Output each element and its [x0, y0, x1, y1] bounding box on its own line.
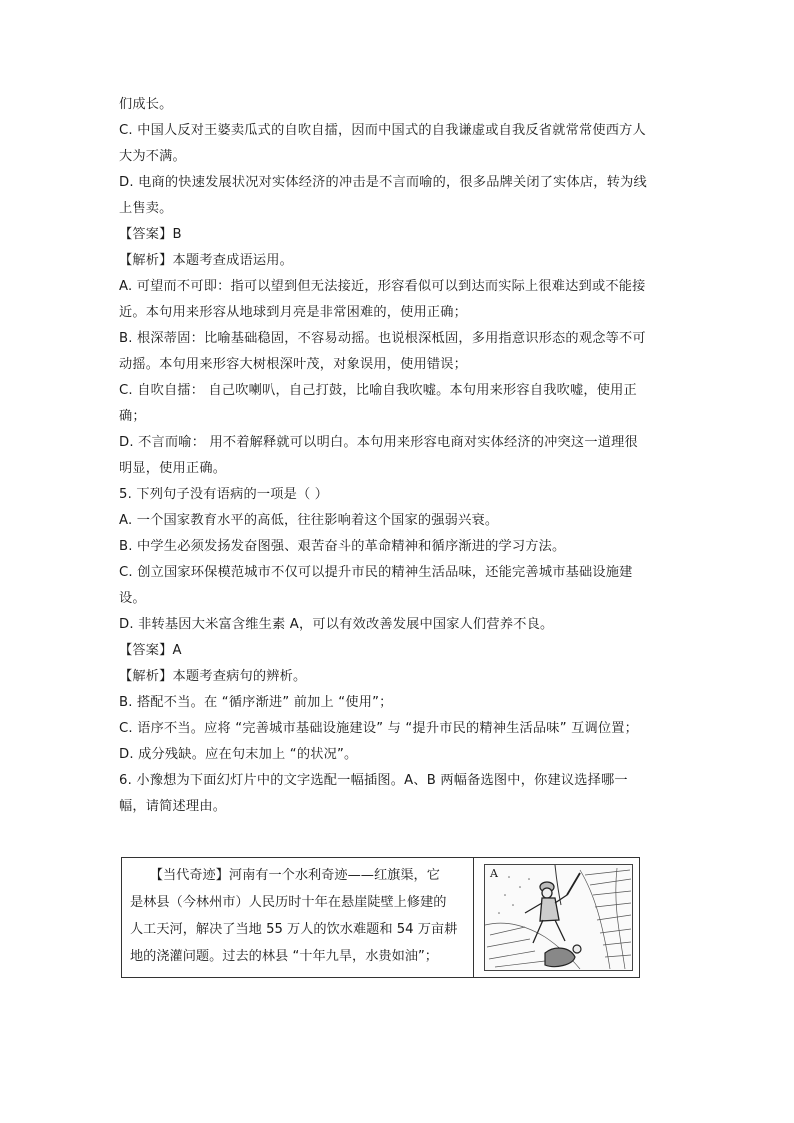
- illustration-label: A: [490, 867, 498, 880]
- text-line: D. 成分残缺。应在句末加上 “的状况”。: [119, 747, 358, 762]
- slide-box: [121, 857, 640, 978]
- slide-text-line: 是林县（今林州市）人民历时十年在悬崖陡壁上修建的: [130, 895, 447, 910]
- option-d: D. 非转基因大米富含维生素 A，可以有效改善发展中国家人们营养不良。: [119, 617, 554, 632]
- text-line: C. 语序不当。应将 “完善城市基础设施建设” 与 “提升市民的精神生活品味” 互调位置；: [119, 721, 639, 736]
- answer-label: 【答案】B: [119, 227, 182, 242]
- text-line: A. 可望而不可即：指可以望到但无法接近，形容看似可以到达而实际上很难达到或不能接: [119, 279, 646, 294]
- text-line: B. 搭配不当。在 “循序渐进” 前加上 “使用”；: [119, 695, 393, 710]
- text-line: B. 根深蒂固：比喻基础稳固，不容易动摇。也说根深柢固，多用指意识形态的观念等不可: [119, 331, 646, 346]
- slide-text-line: 人工天河，解决了当地 55 万人的饮水难题和 54 万亩耕: [130, 922, 458, 937]
- text-line: 近。本句用来形容从地球到月亮是非常困难的，使用正确；: [119, 305, 468, 320]
- slide-text-line: 【当代奇迹】河南有一个水利奇迹——红旗渠，它: [130, 868, 440, 883]
- document-body: [119, 92, 679, 820]
- option-c: C. 创立国家环保模范城市不仅可以提升市民的精神生活品味，还能完善城市基础设施建: [119, 565, 633, 580]
- slide-text: [122, 858, 474, 977]
- analysis-label: 【解析】本题考查病句的辨析。: [119, 669, 307, 684]
- option-b: B. 中学生必须发扬发奋图强、艰苦奋斗的革命精神和循序渐进的学习方法。: [119, 539, 566, 554]
- text-line: 明显，使用正确。: [119, 461, 227, 476]
- text-line: 上售卖。: [119, 201, 173, 216]
- question-5: 5. 下列句子没有语病的一项是（ ）: [119, 487, 329, 502]
- question-6-cont: 幅，请简述理由。: [119, 799, 227, 814]
- analysis-label: 【解析】本题考查成语运用。: [119, 253, 294, 268]
- slide-text-line: 地的浇灌问题。过去的林县 “十年九旱，水贵如油”；: [130, 949, 438, 964]
- text-line: D. 电商的快速发展状况对实体经济的冲击是不言而喻的，很多品牌关闭了实体店，转为线: [119, 175, 647, 190]
- text-line: 大为不满。: [119, 149, 186, 164]
- text-line: C. 中国人反对王婆卖瓜式的自吹自擂，因而中国式的自我谦虚或自我反省就常常使西方人: [119, 123, 646, 138]
- text-line: 动摇。本句用来形容大树根深叶茂，对象误用，使用错误；: [119, 357, 468, 372]
- illustration-drawing: [485, 865, 632, 970]
- text-line: C. 自吹自擂： 自己吹喇叭，自己打鼓，比喻自我吹嘘。本句用来形容自我吹嘘，使用正: [119, 383, 637, 398]
- text-line: 确；: [119, 409, 146, 424]
- text-line: 们成长。: [119, 97, 173, 112]
- option-c-cont: 设。: [119, 591, 146, 606]
- illustration-a: [484, 864, 633, 971]
- question-6: 6. 小豫想为下面幻灯片中的文字选配一幅插图。A、B 两幅备选图中，你建议选择哪一: [119, 773, 628, 788]
- option-a: A. 一个国家教育水平的高低，往往影响着这个国家的强弱兴衰。: [119, 513, 499, 528]
- text-line: D. 不言而喻： 用不着解释就可以明白。本句用来形容电商对实体经济的冲突这一道理很: [119, 435, 638, 450]
- illustration-cell: [474, 858, 639, 977]
- answer-label: 【答案】A: [119, 643, 182, 658]
